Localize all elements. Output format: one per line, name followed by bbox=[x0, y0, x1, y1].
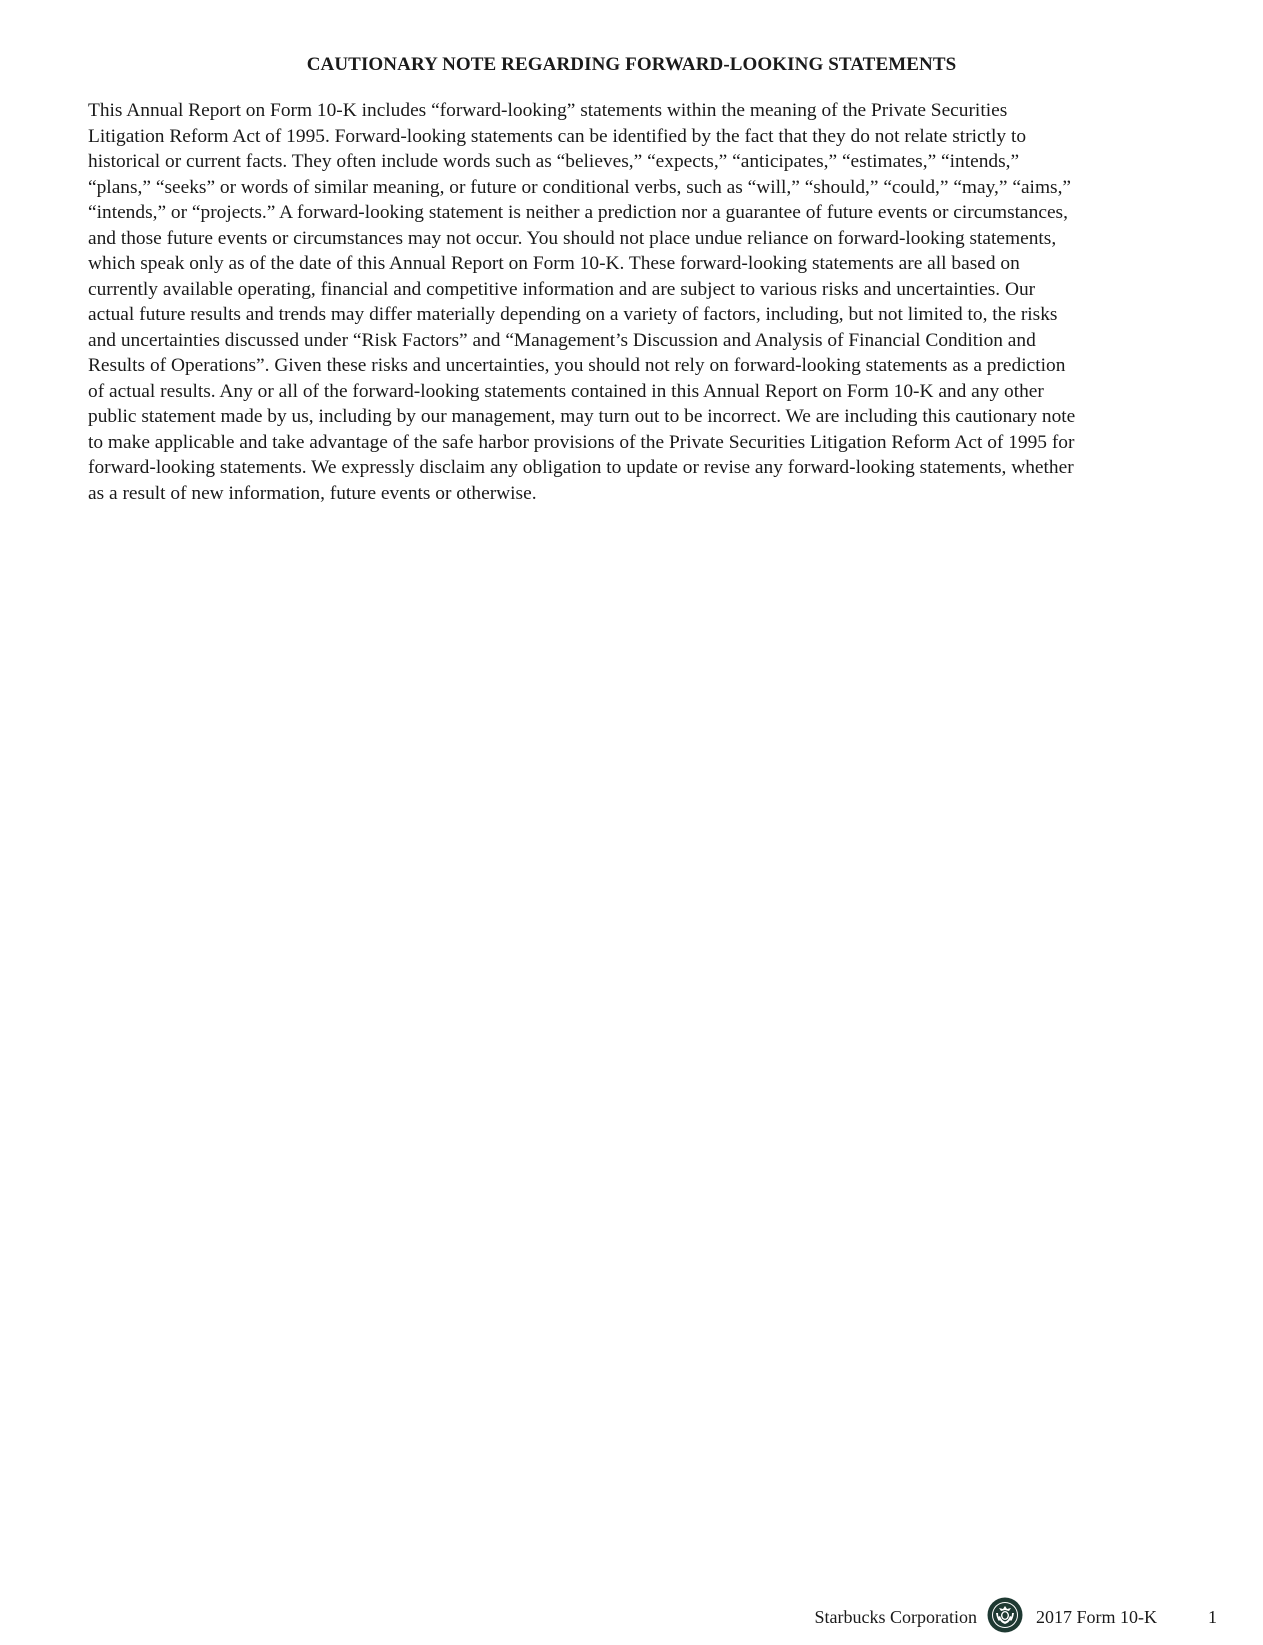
paragraph-line: of actual results. Any or all of the forward-looking statements contained in this Annual Report on Form 10-K and any other bbox=[88, 380, 1044, 402]
page-footer bbox=[0, 1597, 1263, 1637]
footer-company-name: Starbucks Corporation bbox=[814, 1607, 977, 1627]
footer-form-label: 2017 Form 10-K bbox=[1036, 1607, 1157, 1627]
paragraph-line: “intends,” or “projects.” A forward-looking statement is neither a prediction nor a guarantee of future events or circumstances, bbox=[88, 202, 1068, 223]
paragraph-line: as a result of new information, future events or otherwise. bbox=[88, 482, 537, 504]
paragraph-line: “plans,” “seeks” or words of similar meaning, or future or conditional verbs, such as “will,” “should,” “could,” “may,” “aims,” bbox=[88, 176, 1072, 198]
page-number: 1 bbox=[1208, 1607, 1217, 1627]
paragraph-line: Litigation Reform Act of 1995. Forward-looking statements can be identified by the fact that they do not relate strictly to bbox=[88, 125, 1027, 147]
forward-looking-paragraph bbox=[88, 98, 1178, 506]
paragraph-line: Results of Operations”. Given these risks and uncertainties, you should not rely on forward-looking statements as a prediction bbox=[88, 355, 1066, 376]
paragraph-line: and those future events or circumstances may not occur. You should not place undue reliance on forward-looking statements, bbox=[88, 227, 1057, 249]
paragraph-line: currently available operating, financial and competitive information and are subject to various risks and uncertainties. Our bbox=[88, 278, 1036, 300]
paragraph-line: This Annual Report on Form 10-K includes “forward-looking” statements within the meaning of the Private Securities bbox=[88, 100, 1008, 121]
paragraph-line: historical or current facts. They often include words such as “believes,” “expects,” “anticipates,” “estimates,” “intends,” bbox=[88, 151, 1020, 172]
paragraph-line: forward-looking statements. We expressly disclaim any obligation to update or revise any forward-looking statements, whether bbox=[88, 457, 1074, 478]
paragraph-line: public statement made by us, including by our management, may turn out to be incorrect. We are including this cautionary note bbox=[88, 406, 1076, 427]
paragraph-line: to make applicable and take advantage of the safe harbor provisions of the Private Securities Litigation Reform Act of 1995 for bbox=[88, 431, 1075, 453]
paragraph-line: actual future results and trends may differ materially depending on a variety of factors, including, but not limited to, the risks bbox=[88, 304, 1058, 325]
starbucks-siren-logo-icon bbox=[987, 1597, 1023, 1633]
paragraph-line: and uncertainties discussed under “Risk Factors” and “Management’s Discussion and Analysis of Financial Condition and bbox=[88, 329, 1036, 351]
paragraph-line: which speak only as of the date of this Annual Report on Form 10-K. These forward-looking statements are all based on bbox=[88, 253, 1020, 274]
page-title: CAUTIONARY NOTE REGARDING FORWARD-LOOKING STATEMENTS bbox=[306, 54, 957, 75]
